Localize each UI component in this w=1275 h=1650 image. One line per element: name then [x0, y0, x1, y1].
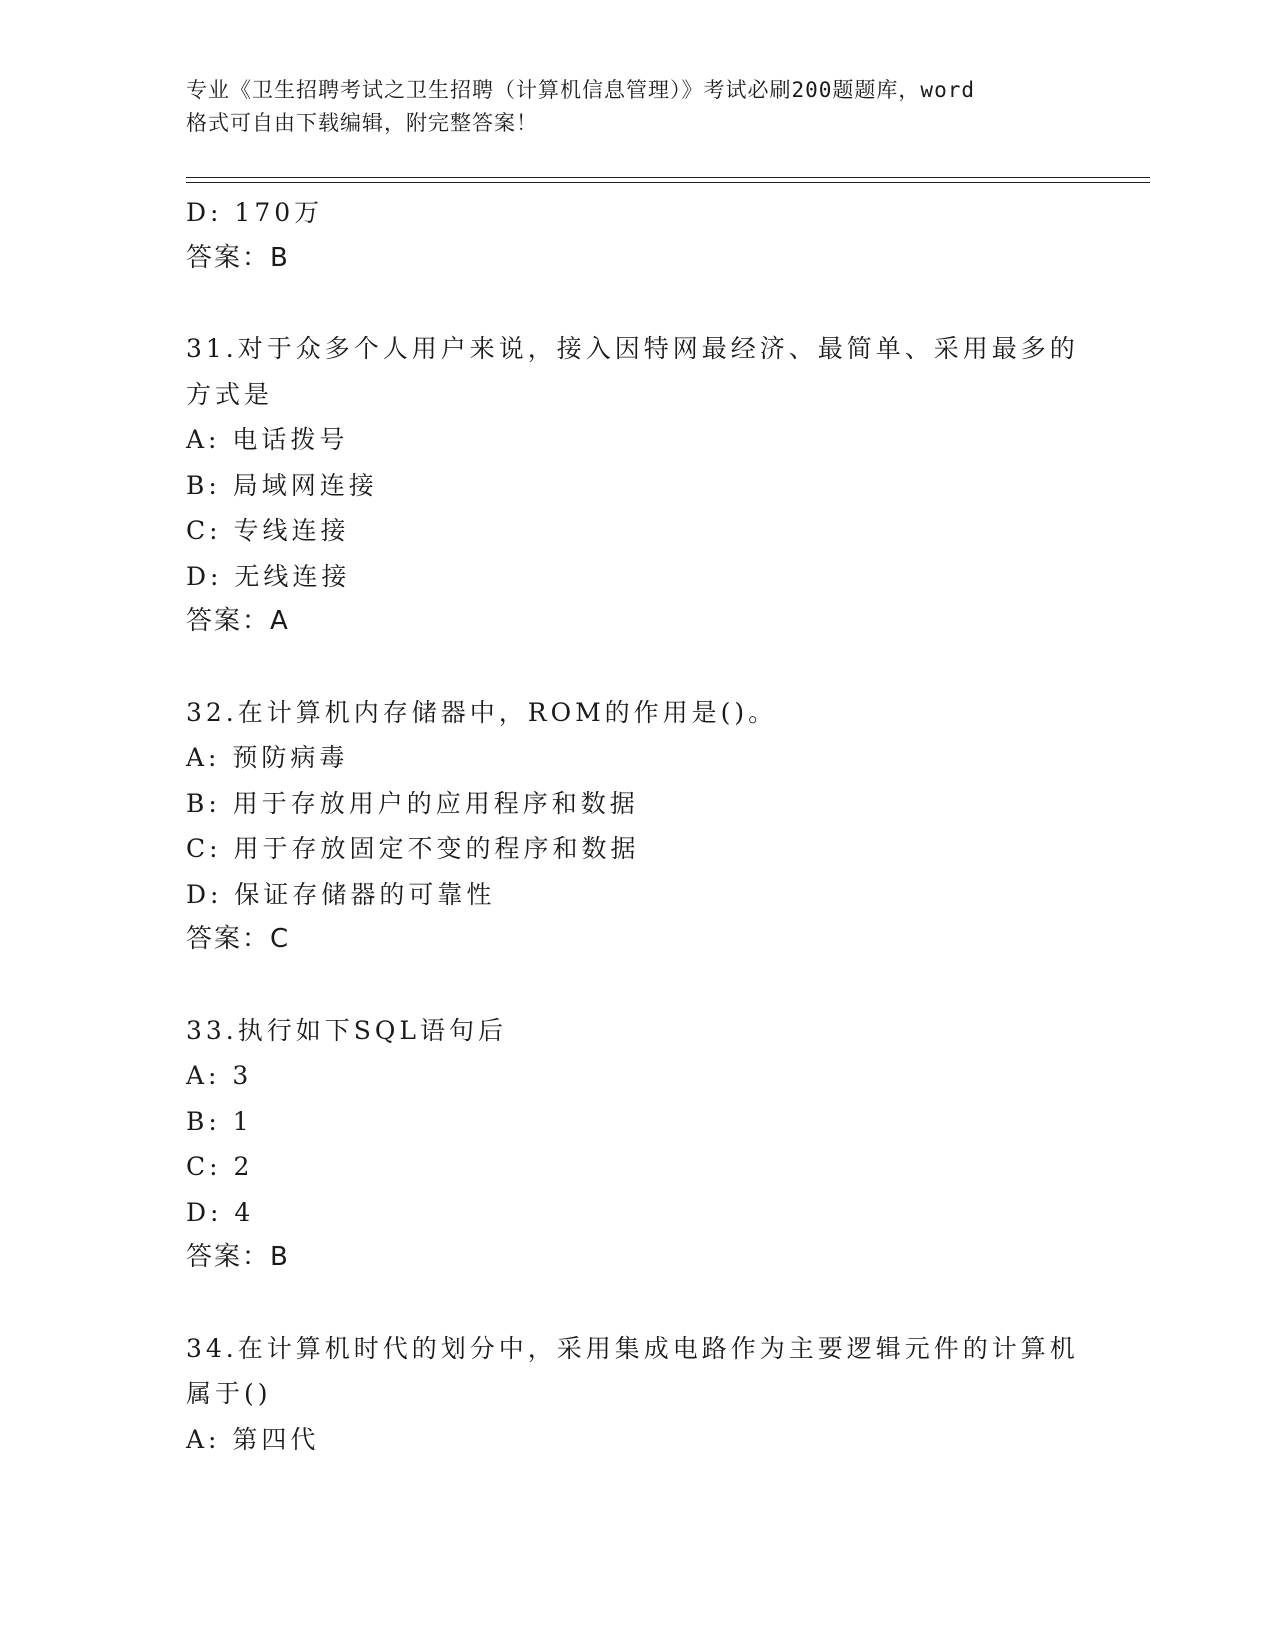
- spacer: [186, 281, 1086, 326]
- answer-line: 答案：B: [186, 242, 290, 273]
- option-c: C: 2: [186, 1152, 254, 1181]
- option-a: A: 第四代: [186, 1424, 320, 1454]
- spacer: [186, 645, 1086, 690]
- header-line-2: 格式可自由下载编辑，附完整答案！: [186, 111, 538, 135]
- spacer: [186, 1281, 1086, 1326]
- option-d: D: 170万: [186, 198, 324, 227]
- option-a: A: 3: [186, 1061, 253, 1090]
- option-a: A: 电话拨号: [186, 425, 349, 454]
- question-32-stem: 32.在计算机内存储器中，ROM的作用是()。: [186, 697, 778, 727]
- answer-line: 答案：C: [186, 924, 291, 954]
- header-divider-bottom: [186, 182, 1150, 183]
- document-header: [186, 74, 1086, 140]
- question-34-stem: 34.在计算机时代的划分中，采用集成电路作为主要逻辑元件的计算机: [186, 1333, 1079, 1363]
- option-d: D: 保证存储器的可靠性: [186, 879, 496, 909]
- answer-line: 答案：A: [186, 606, 290, 636]
- answer-line: 答案：B: [186, 1242, 290, 1272]
- question-list: [186, 190, 1086, 1462]
- option-a: A: 预防病毒: [186, 743, 349, 772]
- question-31-stem: 31.对于众多个人用户来说，接入因特网最经济、最简单、采用最多的: [186, 334, 1079, 363]
- option-d: D: 无线连接: [186, 561, 351, 591]
- option-c: C: 专线连接: [186, 516, 350, 545]
- header-divider-top: [186, 177, 1150, 178]
- question-33-stem: 33.执行如下SQL语句后: [186, 1015, 507, 1045]
- option-c: C: 用于存放固定不变的程序和数据: [186, 834, 640, 863]
- option-b: B: 局域网连接: [186, 470, 378, 500]
- option-d: D: 4: [186, 1197, 255, 1227]
- question-31-stem-cont: 方式是: [186, 379, 274, 409]
- option-b: B: 1: [186, 1106, 253, 1136]
- header-line-1: 专业《卫生招聘考试之卫生招聘（计算机信息管理）》考试必刷200题题库，word: [186, 78, 975, 102]
- option-b: B: 用于存放用户的应用程序和数据: [186, 788, 639, 818]
- question-34-stem-cont: 属于(): [186, 1379, 272, 1408]
- spacer: [186, 963, 1086, 1008]
